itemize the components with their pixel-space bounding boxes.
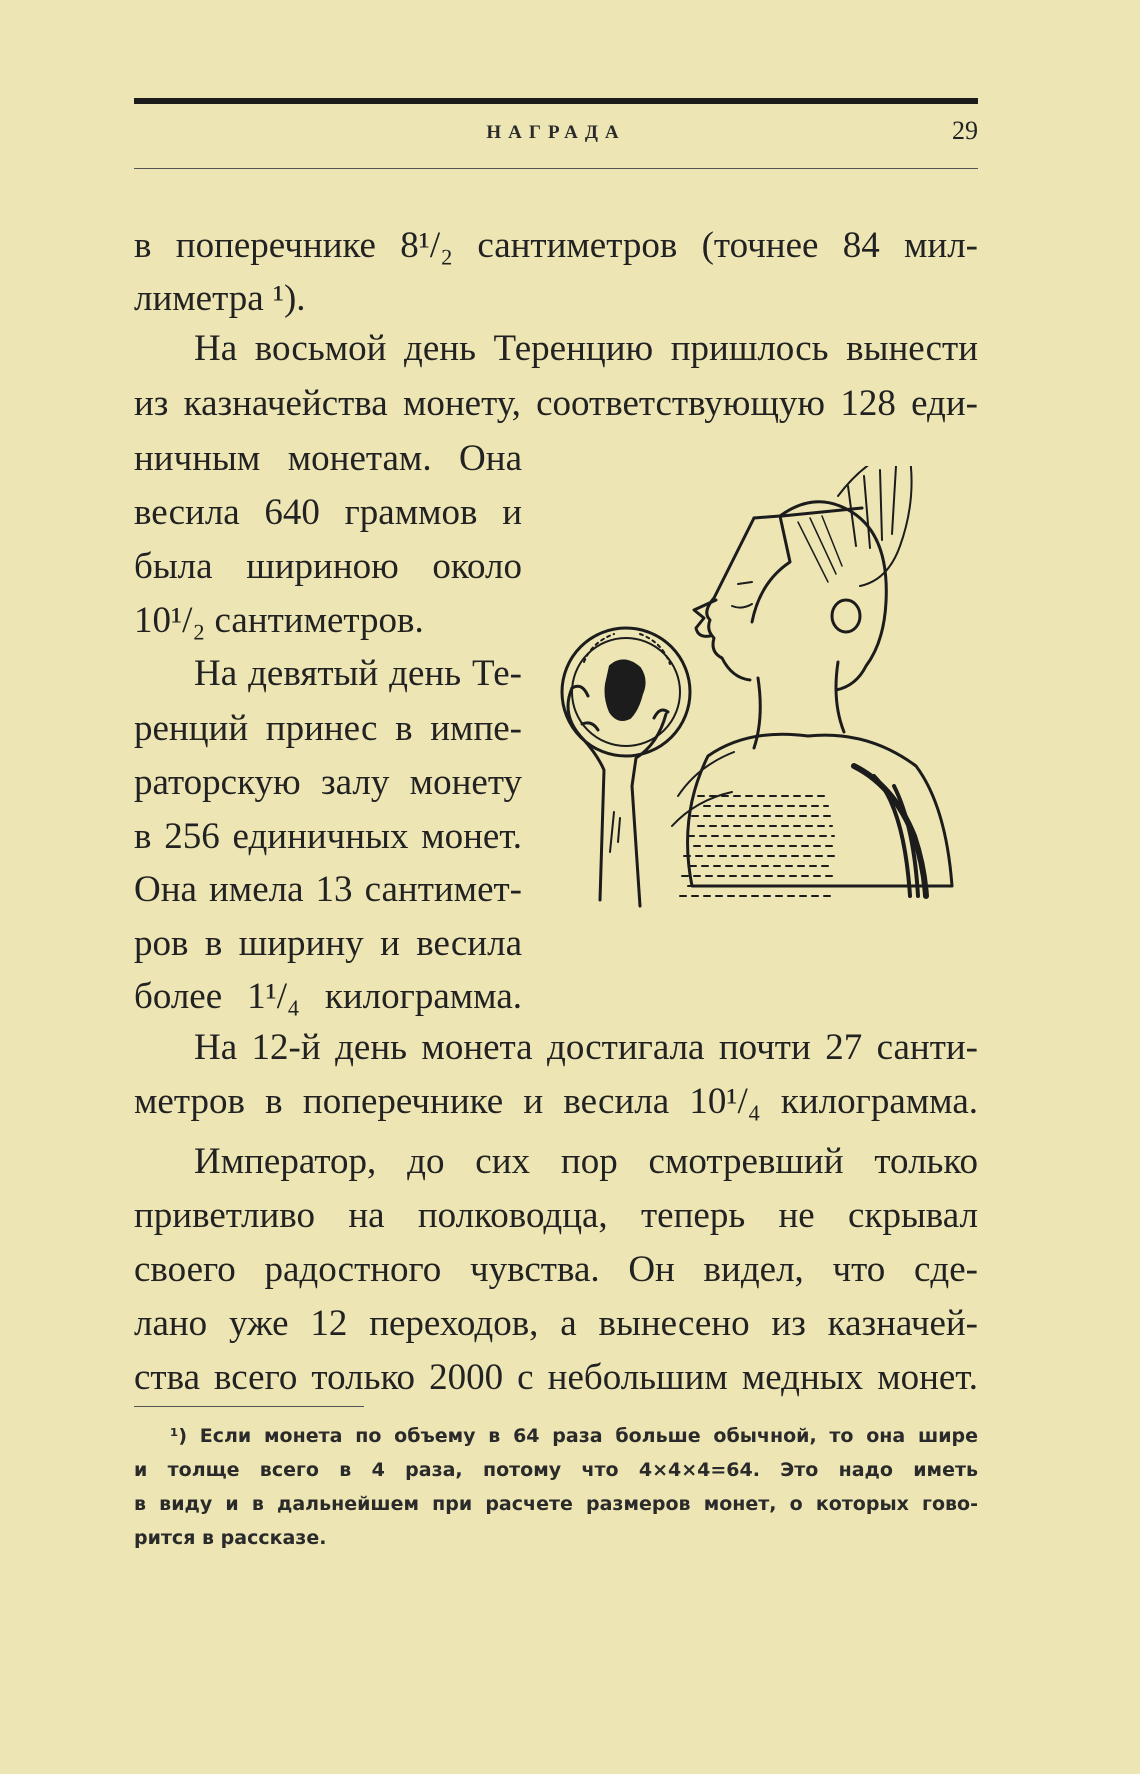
text-line: 10¹/₂ сантиметров.	[134, 600, 424, 641]
roman-soldier-holding-coin-illustration	[548, 466, 968, 956]
text-line: Император, до сих пор смотревший только	[194, 1141, 978, 1182]
text-line: На 12-й день монета достигала почти 27 санти-	[194, 1027, 978, 1068]
footnote-line: ¹) Если монета по объему в 64 раза больше обычной, то она шире	[170, 1425, 978, 1447]
text-line: более 1¹/₄ килограмма.	[134, 976, 522, 1017]
text-line: из казначейства монету, соответствующую 128 еди-	[134, 383, 978, 424]
text-line: ренций принес в импе-	[134, 708, 522, 749]
page-number: 29	[952, 116, 978, 145]
text-line: в 256 единичных монет.	[134, 816, 522, 857]
text-line: метров в поперечнике и весила 10¹/₄ килограмма.	[134, 1081, 978, 1122]
footnote-line: рится в рассказе.	[134, 1527, 327, 1549]
text-line: своего радостного чувства. Он видел, что сде-	[134, 1249, 978, 1290]
chain-mail-texture	[680, 796, 834, 896]
soldier-head-icon	[694, 466, 912, 690]
running-header	[134, 116, 978, 156]
text-line: На восьмой день Теренцию пришлось вынести	[194, 328, 978, 369]
text-line: раторскую залу монету	[134, 762, 522, 803]
footnote-line: и толще всего в 4 раза, потому что 4×4×4=64. Это надо иметь	[134, 1459, 978, 1481]
text-line: ничным монетам. Она	[134, 438, 522, 479]
text-line: была шириною около	[134, 546, 522, 587]
footnote-rule	[134, 1406, 364, 1407]
text-line: лано уже 12 переходов, а вынесено из казначей-	[134, 1303, 978, 1344]
header-thin-rule	[134, 168, 978, 169]
footnote-line: в виду и в дальнейшем при расчете размеров монет, о которых гово-	[134, 1493, 978, 1515]
text-line: в поперечнике 8¹/₂ сантиметров (точнее 84 мил-	[134, 225, 978, 266]
text-line: весила 640 граммов и	[134, 492, 522, 533]
text-line: На девятый день Те-	[194, 653, 522, 694]
text-line: Она имела 13 сантимет-	[134, 869, 522, 910]
text-line: ров в ширину и весила	[134, 923, 522, 964]
text-line: лиметра ¹).	[134, 278, 306, 319]
chapter-title: НАГРАДА	[486, 122, 626, 143]
text-line: ства всего только 2000 с небольшим медных монет.	[134, 1357, 978, 1398]
text-line: приветливо на полководца, теперь не скрывал	[134, 1195, 978, 1236]
header-thick-rule	[134, 98, 978, 104]
